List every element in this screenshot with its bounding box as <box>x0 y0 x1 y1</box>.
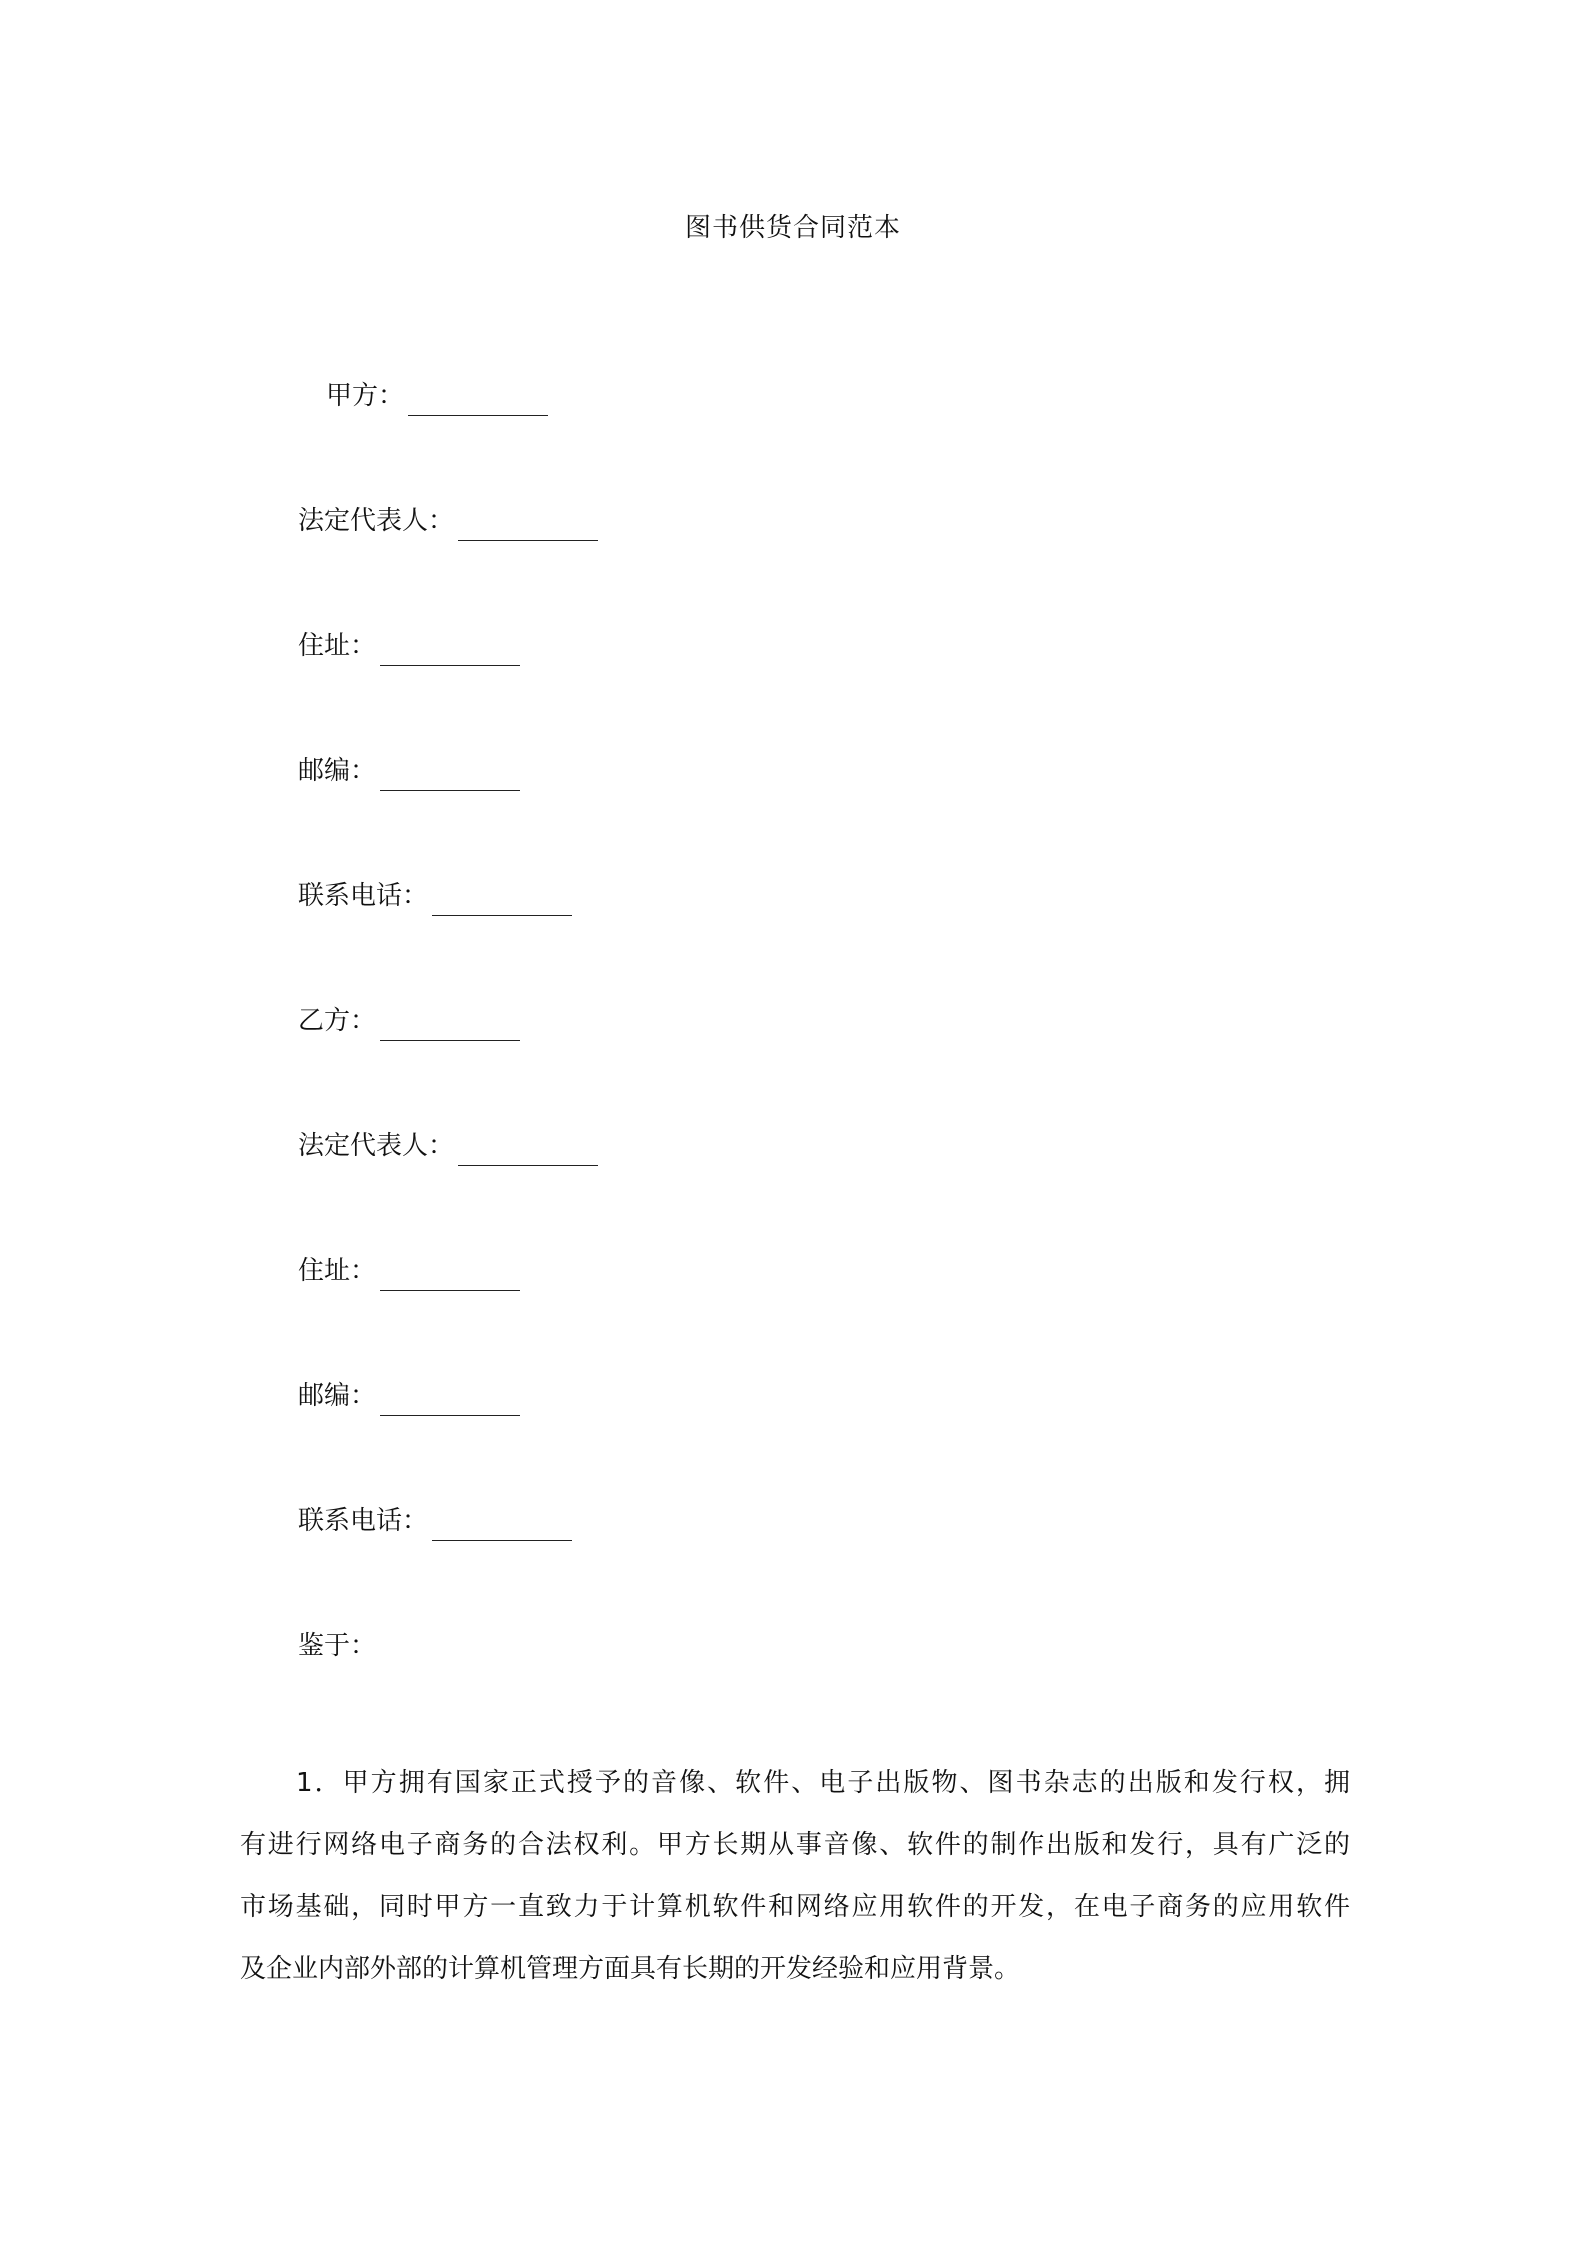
whereas-label: 鉴于： <box>298 1631 377 1661</box>
party-a-postcode-blank <box>380 760 520 791</box>
party-a-legal-rep-field <box>298 501 598 541</box>
party-b-phone-label: 联系电话： <box>298 1506 429 1536</box>
party-a-address-blank <box>380 635 520 666</box>
party-b-label: 乙方： <box>298 1006 377 1036</box>
party-b-address-label: 住址： <box>298 1256 377 1286</box>
party-a-postcode-label: 邮编： <box>298 756 377 786</box>
party-b-address-field <box>298 1251 520 1291</box>
party-b-address-blank <box>380 1260 520 1291</box>
clause-1-line: 1．甲方拥有国家正式授予的音像、软件、电子出版物、图书杂志的出版和发行权，拥 <box>296 1768 1350 1798</box>
party-a-address-field <box>298 626 520 666</box>
party-b-field <box>298 1001 520 1041</box>
party-b-legal-rep-blank <box>458 1135 598 1166</box>
clause-1-paragraph <box>240 1752 1350 2000</box>
party-b-phone-field <box>298 1501 572 1541</box>
party-a-phone-field <box>298 876 572 916</box>
party-b-legal-rep-label: 法定代表人： <box>298 1131 455 1161</box>
party-a-phone-label: 联系电话： <box>298 881 429 911</box>
party-b-postcode-field <box>298 1376 520 1416</box>
party-a-postcode-field <box>298 751 520 791</box>
party-a-blank <box>408 385 548 416</box>
clause-1-line: 及企业内部外部的计算机管理方面具有长期的开发经验和应用背景。 <box>240 1954 1021 1984</box>
party-b-blank <box>380 1010 520 1041</box>
clause-1-line: 有进行网络电子商务的合法权利。甲方长期从事音像、软件的制作出版和发行，具有广泛的 <box>240 1830 1350 1860</box>
party-b-phone-blank <box>432 1510 572 1541</box>
clause-1-line: 市场基础，同时甲方一直致力于计算机软件和网络应用软件的开发，在电子商务的应用软件 <box>240 1892 1350 1922</box>
party-a-phone-blank <box>432 885 572 916</box>
party-a-legal-rep-label: 法定代表人： <box>298 506 455 536</box>
party-a-legal-rep-blank <box>458 510 598 541</box>
party-a-address-label: 住址： <box>298 631 377 661</box>
party-a-label: 甲方： <box>326 381 405 411</box>
party-b-postcode-label: 邮编： <box>298 1381 377 1411</box>
party-b-legal-rep-field <box>298 1126 598 1166</box>
whereas-heading <box>298 1626 376 1666</box>
document-title: 图书供货合同范本 <box>684 213 901 243</box>
party-a-field <box>326 376 548 416</box>
party-b-postcode-blank <box>380 1385 520 1416</box>
